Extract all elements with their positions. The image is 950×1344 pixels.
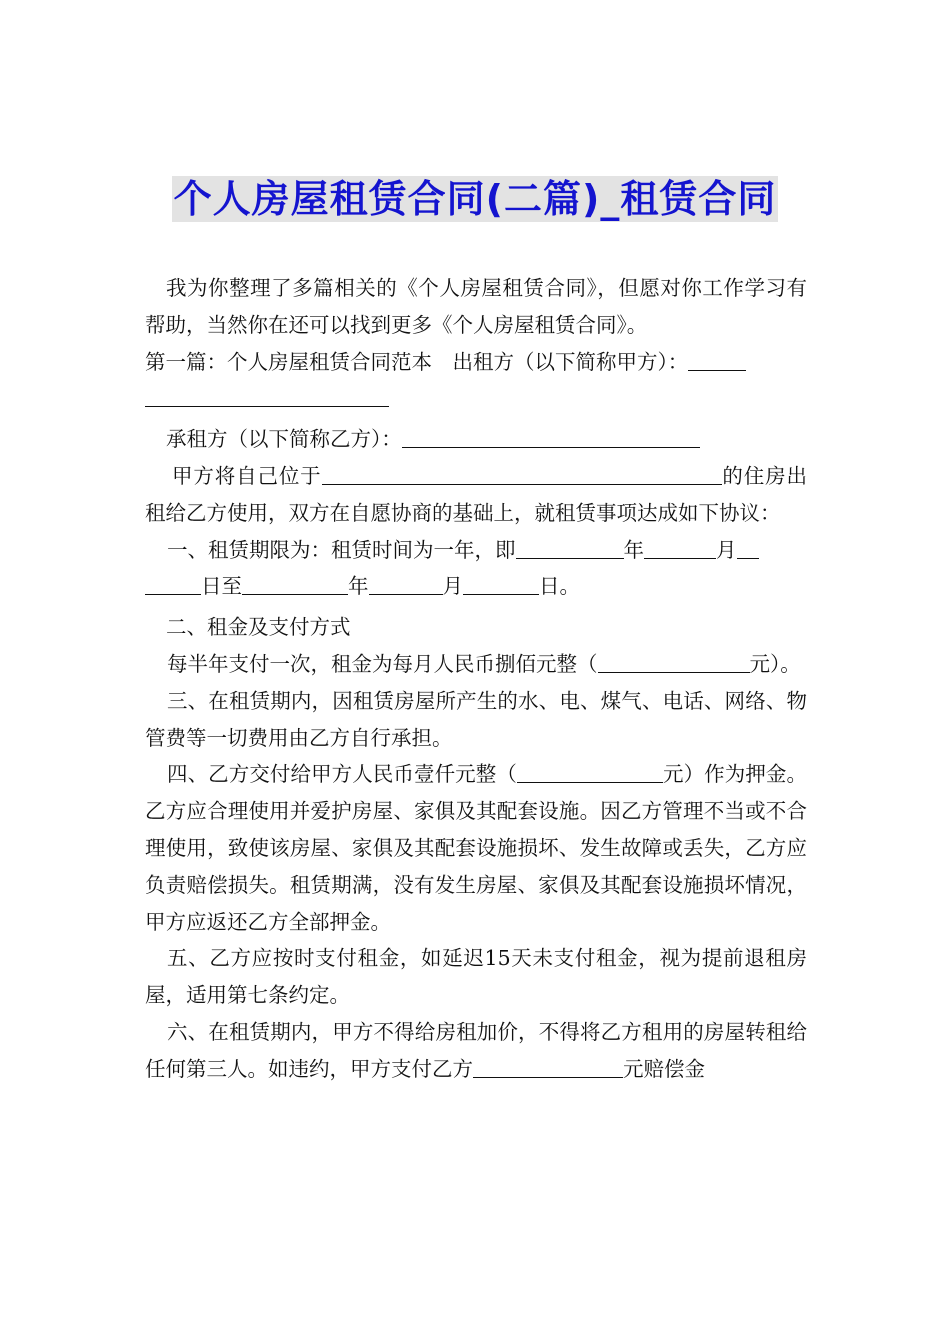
month-label: 月	[442, 574, 463, 599]
document-title: 个人房屋租赁合同(二篇)_租赁合同	[173, 177, 777, 221]
document-body	[145, 270, 807, 1088]
year-label: 年	[348, 574, 369, 599]
term-paragraph	[145, 532, 807, 606]
rent-pre: 每半年支付一次，租金为每月人民币捌佰元整（	[167, 651, 598, 676]
clause-4-post: 元）作为押金。乙方应合理使用并爱护房屋、家俱及其配套设施。因乙方管理不当或不合理使用，致使该房屋、家俱及其配套设施损坏、发生故障或丢失，乙方应负责赔偿损失。租赁期满，没有发生房屋、家俱及其配套设施损坏情况，甲方应返还乙方全部押金。	[145, 762, 808, 934]
start-day-blank-cont	[145, 576, 201, 595]
term-pre: 一、租赁期限为：租赁时间为一年，即	[167, 537, 516, 562]
lessee-paragraph	[145, 421, 807, 458]
clause-4	[145, 756, 807, 940]
clause-3: 三、在租赁期内，因租赁房屋所产生的水、电、煤气、电话、网络、物管费等一切费用由乙方自行承担。	[145, 688, 807, 750]
clause-6-pre: 六、在租赁期内，甲方不得给房租加价，不得将乙方租用的房屋转租给任何第三人。如违约，甲方支付乙方	[145, 1019, 807, 1081]
intro-paragraph: 我为你整理了多篇相关的《个人房屋租赁合同》，但愿对你工作学习有帮助，当然你在还可以找到更多《个人房屋租赁合同》。	[145, 276, 807, 337]
clause-6	[145, 1014, 807, 1088]
document-title-wrap	[0, 176, 950, 222]
end-month-blank	[369, 576, 443, 595]
location-post: 的住房出租给乙方使用，双方在自愿协商的基础上，就租赁事项达成如下协议：	[145, 463, 808, 525]
start-month-blank	[644, 540, 716, 559]
lessor-blank	[688, 352, 746, 371]
location-blank	[322, 466, 722, 485]
compensation-blank	[473, 1059, 623, 1078]
end-year-blank	[242, 576, 348, 595]
deposit-amount-blank	[517, 764, 663, 783]
location-pre: 甲方将自己位于	[172, 463, 322, 488]
rent-heading: 二、租金及支付方式	[166, 615, 351, 640]
start-day-blank	[737, 540, 759, 559]
lessee-blank	[402, 429, 700, 448]
lessee-label: 承租方（以下简称乙方）：	[166, 427, 402, 452]
start-year-blank	[516, 540, 624, 559]
rent-paragraph	[145, 646, 807, 683]
rent-amount-blank	[598, 654, 750, 673]
day-to-label: 日至	[201, 574, 242, 599]
end-day-blank	[463, 576, 539, 595]
day-end-label: 日。	[539, 574, 580, 599]
part1-heading-paragraph	[145, 344, 807, 418]
lessor-blank-cont	[145, 388, 389, 407]
part1-heading: 第一篇：个人房屋租赁合同范本 出租方（以下简称甲方）：	[145, 349, 689, 374]
clause-5: 五、乙方应按时支付租金，如延迟15天未支付租金，视为提前退租房屋，适用第七条约定。	[145, 946, 807, 1008]
year-label: 年	[623, 537, 644, 562]
month-label: 月	[716, 537, 737, 562]
rent-post: 元）。	[749, 651, 801, 676]
clause-4-pre: 四、乙方交付给甲方人民币壹仟元整（	[167, 762, 517, 787]
clause-6-post: 元赔偿金	[623, 1056, 705, 1081]
location-paragraph	[145, 458, 807, 532]
